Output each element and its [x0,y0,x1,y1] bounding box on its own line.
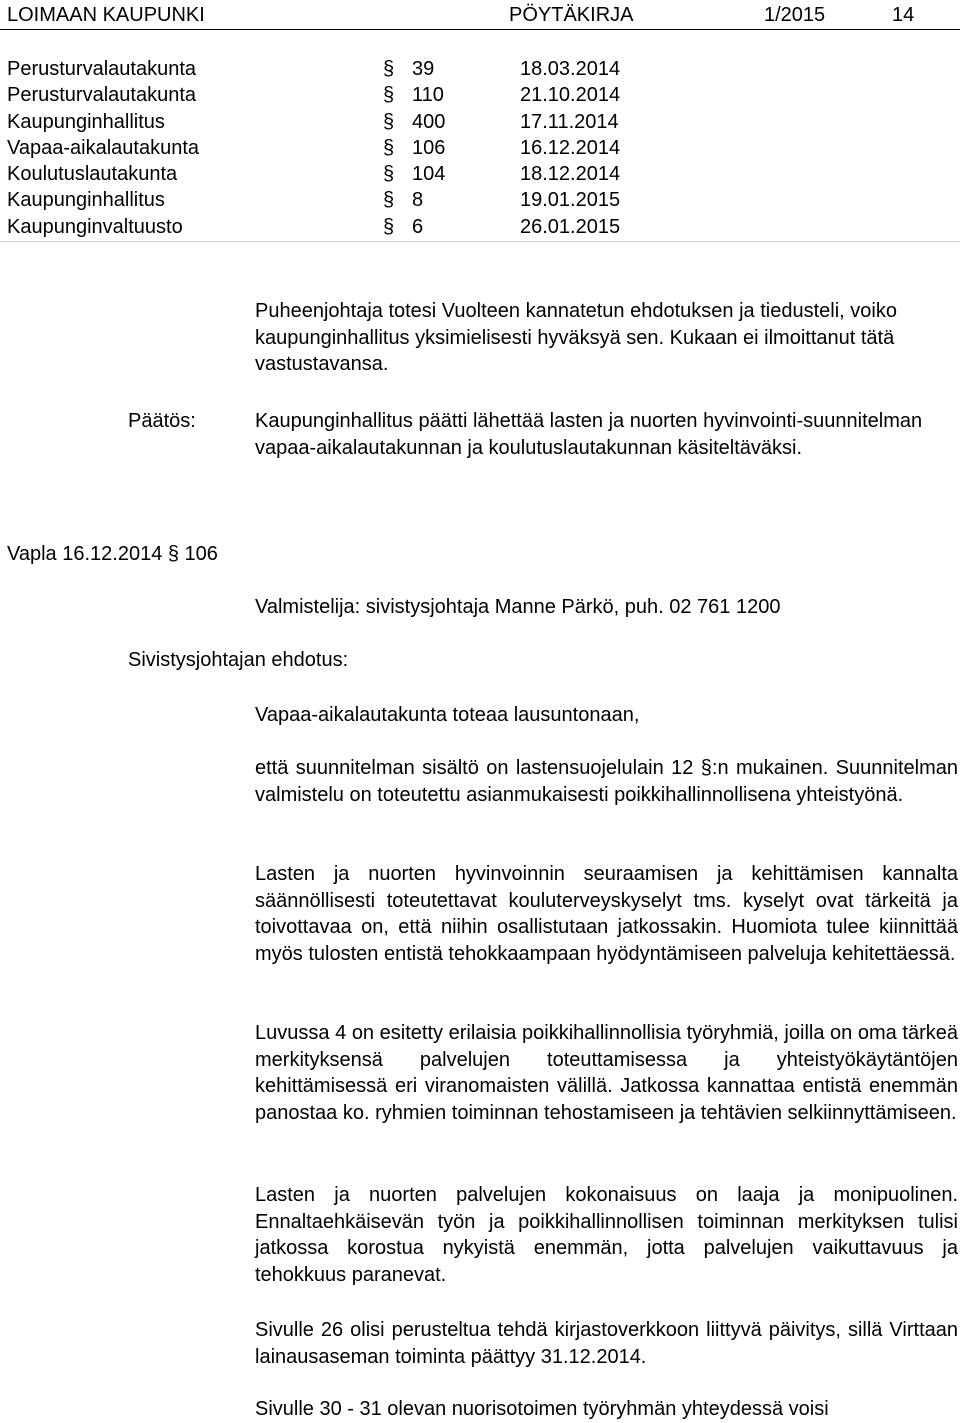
history-date: 18.12.2014 [520,163,621,186]
proposal-label: Sivistysjohtajan ehdotus: [128,649,349,671]
section-sign: § [383,84,395,107]
history-row [7,187,947,213]
chair-statement-text: Puheenjohtaja totesi Vuolteen kannatetun ehdotuksen ja tiedusteli, voiko kaupunginhallitus yksimielisesti hyväksyä sen. Kukaan ei ilmoittanut tätä vastustavansa. [255,300,897,375]
proposal-intro-text: Vapaa-aikalautakunta toteaa lausuntonaan, [255,704,640,726]
history-body: Kaupunginhallitus [7,110,165,133]
history-section-number: 110 [412,84,444,107]
history-row [7,109,947,135]
history-date: 18.03.2014 [520,58,621,80]
history-row [7,135,947,161]
history-section-number: 6 [412,215,424,238]
history-row [7,161,947,187]
history-section-number: 8 [412,189,424,212]
chair-statement [255,298,958,378]
history-date: 17.11.2014 [520,110,619,133]
history-date: 21.10.2014 [520,84,621,107]
history-row [7,56,947,82]
paragraph-text: Lasten ja nuorten hyvinvoinnin seuraamisen ja kehittämisen kannalta säännöllisesti toteutettavat kouluterveyskyselyt tms. kyselyt ovat tärkeitä ja toivottavaa on, että niihin osallistutaan jatkossakin. Huomiota tulee kiinnittää myös tulosten entistä tehokkaampaan hyödyntämiseen palveluja kehitettäessä. [255,863,958,965]
section-sign: § [383,136,395,159]
paragraph-text: että suunnitelman sisältö on lastensuojelulain 12 §:n mukainen. Suunnitelman valmistelu on toteutettu asianmukaisesti poikkihallinnollisena yhteistyönä. [255,757,958,806]
statement-paragraph [255,755,958,808]
history-date: 26.01.2015 [520,215,621,238]
header-doc-number: 1/2015 [764,4,826,26]
statement-paragraph [255,1020,958,1126]
processing-history [7,56,947,240]
header-page-number: 14 [892,4,915,26]
preparer [255,594,958,621]
header-doc-type: PÖYTÄKIRJA [509,4,634,26]
section-sign: § [383,163,395,186]
history-row [7,214,947,240]
history-date: 19.01.2015 [520,189,621,212]
section-sign: § [383,110,395,133]
section-sign: § [383,58,395,80]
history-section-number: 104 [412,163,446,186]
section-sign: § [383,215,395,238]
history-body: Vapaa-aikalautakunta [7,136,199,159]
statement-paragraph [255,861,958,967]
decision-label: Päätös: [128,410,196,432]
preparer-text: Valmistelija: sivistysjohtaja Manne Pärkö, puh. 02 761 1200 [255,596,781,618]
paragraph-text: Sivulle 26 olisi perusteltua tehdä kirjastoverkkoon liittyvä päivitys, sillä Virttaan lainausaseman toiminta päättyy 31.12.2014. [255,1319,958,1368]
paragraph-text: Luvussa 4 on esitetty erilaisia poikkihallinnollisia työryhmiä, joilla on oma tärkeä merkityksensä palvelujen toteuttamisessa ja yhteistyökäytäntöjen kehittämisessä eri viranomaisten välillä. Jatkossa kannattaa entistä enemmän panostaa ko. ryhmien toiminnan tehostamiseen ja tehtävien selkiinnyttämiseen. [255,1022,958,1124]
statement-paragraph [255,1396,958,1423]
decision [255,408,958,461]
history-body: Koulutuslautakunta [7,163,178,186]
history-body: Perusturvalautakunta [7,84,197,107]
history-body: Kaupunginhallitus [7,189,165,212]
paragraph-text: Lasten ja nuorten palvelujen kokonaisuus on laaja ja monipuolinen. Ennaltaehkäisevän työn ja poikkihallinnollisen toiminnan merkityksen tulisi jatkossa korostua nykyistä enemmän, jotta palvelujen vaikuttavuus ja tehokkuus paranevat. [255,1184,958,1286]
history-section-number: 39 [412,58,435,80]
section-sign: § [383,189,395,212]
header-divider [0,29,960,30]
history-row [7,82,947,108]
vapla-heading: Vapla 16.12.2014 § 106 [7,543,218,565]
statement-paragraph [255,1317,958,1370]
history-date: 16.12.2014 [520,136,621,159]
paragraph-text: Sivulle 30 - 31 olevan nuorisotoimen työryhmän yhteydessä voisi [255,1398,829,1420]
history-body: Perusturvalautakunta [7,58,197,80]
decision-text: Kaupunginhallitus päätti lähettää lasten ja nuorten hyvinvointi-suunnitelman vapaa-aikalautakunnan ja koulutuslautakunnan käsiteltäväksi. [255,410,923,459]
header-org: LOIMAAN KAUPUNKI [7,4,205,26]
history-divider [0,241,960,242]
history-section-number: 400 [412,110,446,133]
page-header [0,0,960,30]
history-body: Kaupunginvaltuusto [7,215,183,238]
history-section-number: 106 [412,136,446,159]
statement-paragraph [255,1182,958,1288]
proposal-intro [255,702,958,729]
